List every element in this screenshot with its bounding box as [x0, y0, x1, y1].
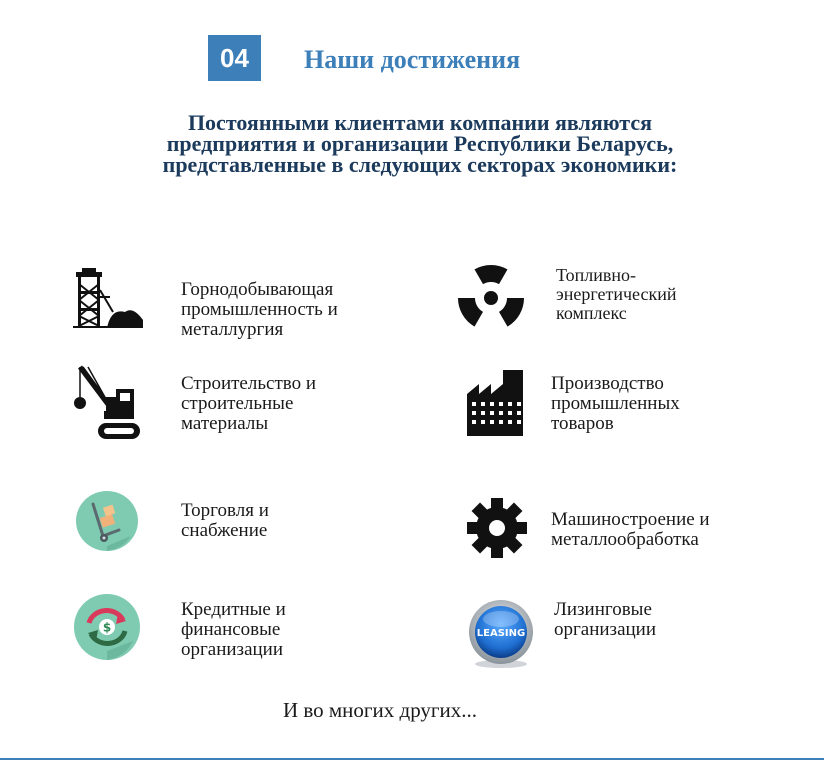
gear-icon — [467, 498, 527, 558]
radiation-icon — [457, 264, 525, 332]
sector-label: Строительство и строительные материалы — [181, 373, 317, 434]
section-number-badge: 04 — [208, 35, 261, 81]
intro-line: представленные в следующих секторах экономики: — [162, 152, 678, 177]
leasing-badge-text: LEASING — [476, 628, 526, 639]
sector-label: Топливно- энергетический комплекс — [556, 265, 677, 323]
mining-tower-icon — [73, 266, 143, 330]
section-title: Наши достижения — [304, 45, 521, 74]
sector-label: Торговля и снабжение — [181, 500, 269, 541]
hand-truck-icon — [75, 490, 139, 552]
sector-label: Производство промышленных товаров — [551, 373, 680, 434]
bottom-divider — [0, 758, 824, 760]
sector-label: Лизинговые организации — [554, 599, 657, 640]
svg-text:$: $ — [102, 620, 112, 635]
leasing-button-icon — [466, 599, 536, 671]
intro-paragraph — [100, 112, 740, 175]
footer-text: И во многих других... — [282, 698, 478, 722]
intro-line: Постоянными клиентами компании являются — [187, 110, 653, 135]
intro-line: предприятия и организации Республики Беларусь, — [166, 131, 674, 156]
factory-icon — [467, 370, 525, 436]
sector-label: Машиностроение и металлообработка — [551, 509, 710, 550]
finance-cycle-icon — [73, 593, 141, 661]
crane-icon — [74, 363, 144, 443]
sector-label: Горнодобывающая промышленность и металлургия — [181, 279, 338, 340]
sector-label: Кредитные и финансовые организации — [181, 599, 286, 660]
